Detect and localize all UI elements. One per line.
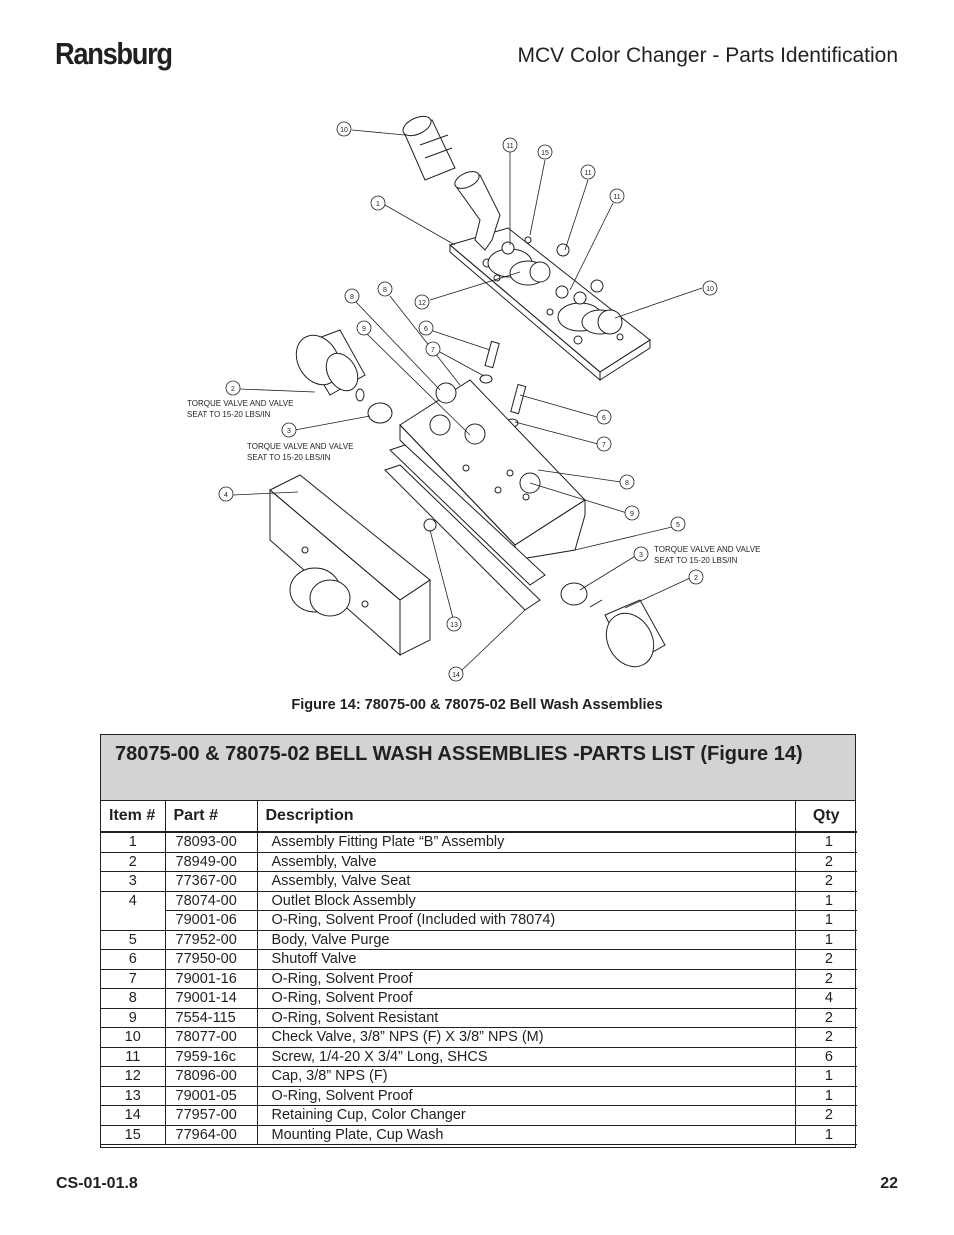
- table-row: [101, 1106, 857, 1126]
- table-row: [101, 989, 857, 1009]
- callout-label: 14: [452, 672, 460, 679]
- table-row: [101, 950, 857, 970]
- callout-label: 6: [424, 326, 428, 333]
- callout-label: 11: [584, 170, 592, 177]
- parts-table: [101, 801, 857, 1145]
- torque-note: TORQUE VALVE AND VALVE: [654, 545, 760, 554]
- cell-description: Mounting Plate, Cup Wash: [257, 1125, 795, 1145]
- cell-qty: 2: [795, 1008, 857, 1028]
- table-row: [101, 1125, 857, 1145]
- page-number: 22: [880, 1175, 898, 1192]
- cell-part: 79001-06: [165, 911, 257, 931]
- cell-qty: 2: [795, 950, 857, 970]
- cell-description: Screw, 1/4-20 X 3/4” Long, SHCS: [257, 1047, 795, 1067]
- cell-description: O-Ring, Solvent Proof: [257, 969, 795, 989]
- cell-item: 5: [101, 930, 165, 950]
- callout-label: 4: [224, 492, 228, 499]
- cell-item: 12: [101, 1067, 165, 1087]
- cell-description: O-Ring, Solvent Proof: [257, 1086, 795, 1106]
- cell-description: O-Ring, Solvent Proof (Included with 78074): [257, 911, 795, 931]
- cell-description: O-Ring, Solvent Proof: [257, 989, 795, 1009]
- table-body: [101, 832, 857, 1145]
- cell-item: 8: [101, 989, 165, 1009]
- check-valve-top: [400, 112, 500, 250]
- cell-qty: 2: [795, 1106, 857, 1126]
- exploded-view-diagram: [160, 110, 760, 690]
- outlet-block: [270, 475, 430, 655]
- parts-list-title: 78075-00 & 78075-02 BELL WASH ASSEMBLIES -PARTS LIST (Figure 14): [101, 735, 855, 801]
- page-title: MCV Color Changer - Parts Identification: [517, 44, 898, 67]
- cell-description: Retaining Cup, Color Changer: [257, 1106, 795, 1126]
- callout-label: 2: [231, 386, 235, 393]
- callout-label: 12: [418, 300, 426, 307]
- column-header-qty: Qty: [795, 801, 857, 832]
- cell-qty: 2: [795, 872, 857, 892]
- table-row: [101, 1028, 857, 1048]
- cell-part: 77950-00: [165, 950, 257, 970]
- cell-qty: 1: [795, 1125, 857, 1145]
- table-row: [101, 852, 857, 872]
- cell-qty: 1: [795, 1086, 857, 1106]
- cell-description: Assembly, Valve: [257, 852, 795, 872]
- cell-item: 10: [101, 1028, 165, 1048]
- cell-item: 13: [101, 1086, 165, 1106]
- callout-label: 1: [376, 201, 380, 208]
- cell-part: 78093-00: [165, 832, 257, 852]
- cell-item: 15: [101, 1125, 165, 1145]
- cell-part: 78949-00: [165, 852, 257, 872]
- table-row: [101, 832, 857, 852]
- table-row: [101, 1047, 857, 1067]
- figure-caption: Figure 14: 78075-00 & 78075-02 Bell Wash Assemblies: [291, 697, 663, 713]
- cell-item: 1: [101, 832, 165, 852]
- callout-label: 15: [541, 150, 549, 157]
- parts-list: [100, 734, 856, 1148]
- document-number: CS-01-01.8: [56, 1175, 138, 1192]
- cell-description: Shutoff Valve: [257, 950, 795, 970]
- cell-item: 4: [101, 891, 165, 911]
- callout-label: 3: [639, 552, 643, 559]
- torque-note: TORQUE VALVE AND VALVE: [247, 442, 354, 451]
- cell-qty: 2: [795, 852, 857, 872]
- cell-part: 77367-00: [165, 872, 257, 892]
- torque-note: TORQUE VALVE AND VALVE: [187, 399, 294, 408]
- cell-part: 77964-00: [165, 1125, 257, 1145]
- valve-assembly-left: [288, 327, 392, 423]
- table-row: [101, 969, 857, 989]
- column-header-part: Part #: [165, 801, 257, 832]
- cell-item: 9: [101, 1008, 165, 1028]
- callout-label: 6: [602, 415, 606, 422]
- cell-qty: 4: [795, 989, 857, 1009]
- callout-label: 11: [506, 143, 514, 150]
- cell-qty: 1: [795, 930, 857, 950]
- cell-qty: 1: [795, 891, 857, 911]
- cell-part: 79001-14: [165, 989, 257, 1009]
- cell-description: Assembly Fitting Plate “B” Assembly: [257, 832, 795, 852]
- cell-item: 7: [101, 969, 165, 989]
- callout-label: 10: [340, 127, 348, 134]
- cell-description: Body, Valve Purge: [257, 930, 795, 950]
- callout-label: 3: [287, 428, 291, 435]
- cell-item: 14: [101, 1106, 165, 1126]
- mounting-plate: [450, 228, 650, 380]
- callout-label: 8: [625, 480, 629, 487]
- table-row: [101, 891, 857, 911]
- cell-part: 77952-00: [165, 930, 257, 950]
- cell-part: 77957-00: [165, 1106, 257, 1126]
- cell-qty: 2: [795, 969, 857, 989]
- cell-part: 78096-00: [165, 1067, 257, 1087]
- callout-label: 7: [602, 442, 606, 449]
- cell-part: 78074-00: [165, 891, 257, 911]
- cell-description: Outlet Block Assembly: [257, 891, 795, 911]
- cell-qty: 1: [795, 832, 857, 852]
- table-row: [101, 911, 857, 931]
- cell-description: Check Valve, 3/8” NPS (F) X 3/8” NPS (M): [257, 1028, 795, 1048]
- column-header-item: Item #: [101, 801, 165, 832]
- cell-description: Assembly, Valve Seat: [257, 872, 795, 892]
- column-header-description: Description: [257, 801, 795, 832]
- cell-qty: 1: [795, 911, 857, 931]
- table-row: [101, 1086, 857, 1106]
- table-header-row: [101, 801, 857, 832]
- cell-description: Cap, 3/8” NPS (F): [257, 1067, 795, 1087]
- torque-note: SEAT TO 15-20 LBS/IN: [654, 556, 738, 565]
- cell-part: 79001-05: [165, 1086, 257, 1106]
- table-row: [101, 1067, 857, 1087]
- table-row: [101, 930, 857, 950]
- cell-part: 79001-16: [165, 969, 257, 989]
- callout-label: 10: [706, 286, 714, 293]
- callout-label: 9: [630, 511, 634, 518]
- cell-qty: 1: [795, 1067, 857, 1087]
- table-row: [101, 1008, 857, 1028]
- cell-item: 6: [101, 950, 165, 970]
- callout-label: 2: [694, 575, 698, 582]
- cell-item: 11: [101, 1047, 165, 1067]
- brand-logo: Ransburg: [55, 36, 172, 71]
- callout-label: 13: [450, 622, 458, 629]
- callout-label: 11: [613, 194, 621, 201]
- cell-qty: 2: [795, 1028, 857, 1048]
- callout-label: 5: [676, 522, 680, 529]
- cell-part: 7554-115: [165, 1008, 257, 1028]
- cell-part: 7959-16c: [165, 1047, 257, 1067]
- callout-label: 9: [362, 326, 366, 333]
- callout-label: 8: [350, 294, 354, 301]
- callout-label: 7: [431, 347, 435, 354]
- cell-item: [101, 911, 165, 931]
- cell-description: O-Ring, Solvent Resistant: [257, 1008, 795, 1028]
- table-row: [101, 872, 857, 892]
- cell-item: 3: [101, 872, 165, 892]
- callout-label: 8: [383, 287, 387, 294]
- cell-item: 2: [101, 852, 165, 872]
- cell-qty: 6: [795, 1047, 857, 1067]
- torque-note: SEAT TO 15-20 LBS/IN: [187, 410, 271, 419]
- cell-part: 78077-00: [165, 1028, 257, 1048]
- torque-note: SEAT TO 15-20 LBS/IN: [247, 453, 331, 462]
